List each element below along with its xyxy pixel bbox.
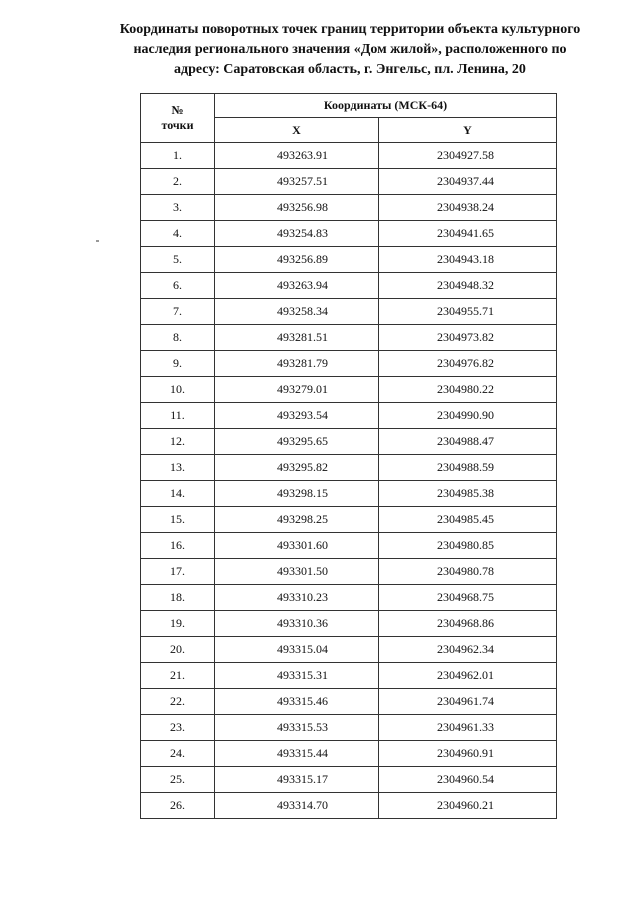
x-coordinate-cell: 493293.54 — [215, 403, 379, 429]
table-row — [141, 663, 557, 689]
point-number-cell: 13. — [141, 455, 215, 481]
x-coordinate-cell: 493263.91 — [215, 143, 379, 169]
point-number-cell: 18. — [141, 585, 215, 611]
point-number-cell: 16. — [141, 533, 215, 559]
y-coordinate-cell: 2304961.74 — [379, 689, 557, 715]
y-coordinate-cell: 2304988.59 — [379, 455, 557, 481]
x-coordinate-cell: 493301.50 — [215, 559, 379, 585]
y-coordinate-cell: 2304941.65 — [379, 221, 557, 247]
point-number-cell: 10. — [141, 377, 215, 403]
y-coordinate-cell: 2304960.91 — [379, 741, 557, 767]
point-number-cell: 19. — [141, 611, 215, 637]
y-coordinate-cell: 2304943.18 — [379, 247, 557, 273]
header-point-number — [141, 94, 215, 143]
y-coordinate-cell: 2304980.22 — [379, 377, 557, 403]
table-row — [141, 611, 557, 637]
table-row — [141, 507, 557, 533]
x-coordinate-cell: 493315.17 — [215, 767, 379, 793]
point-number-cell: 8. — [141, 325, 215, 351]
point-number-cell: 5. — [141, 247, 215, 273]
table-row — [141, 169, 557, 195]
y-coordinate-cell: 2304961.33 — [379, 715, 557, 741]
table-row — [141, 325, 557, 351]
point-number-cell: 21. — [141, 663, 215, 689]
x-coordinate-cell: 493257.51 — [215, 169, 379, 195]
x-coordinate-cell: 493298.15 — [215, 481, 379, 507]
y-coordinate-cell: 2304962.34 — [379, 637, 557, 663]
table-row — [141, 273, 557, 299]
title-line: Координаты поворотных точек границ территории объекта культурного — [119, 22, 581, 37]
y-coordinate-cell: 2304960.21 — [379, 793, 557, 819]
point-number-cell: 4. — [141, 221, 215, 247]
y-coordinate-cell: 2304976.82 — [379, 351, 557, 377]
table-row — [141, 429, 557, 455]
x-coordinate-cell: 493315.04 — [215, 637, 379, 663]
x-coordinate-cell: 493315.46 — [215, 689, 379, 715]
title-line: наследия регионального значения «Дом жилой», расположенного по — [133, 42, 567, 57]
table-row — [141, 637, 557, 663]
header-point-label: точки — [161, 118, 194, 132]
title-line: адресу: Саратовская область, г. Энгельс, пл. Ленина, 20 — [174, 62, 526, 77]
header-x: X — [215, 118, 379, 143]
x-coordinate-cell: 493295.82 — [215, 455, 379, 481]
table-row — [141, 377, 557, 403]
point-number-cell: 26. — [141, 793, 215, 819]
table-row — [141, 767, 557, 793]
point-number-cell: 15. — [141, 507, 215, 533]
x-coordinate-cell: 493315.31 — [215, 663, 379, 689]
point-number-cell: 11. — [141, 403, 215, 429]
header-number-sign: № — [171, 103, 184, 117]
y-coordinate-cell: 2304988.47 — [379, 429, 557, 455]
table-row — [141, 403, 557, 429]
x-coordinate-cell: 493310.36 — [215, 611, 379, 637]
y-coordinate-cell: 2304985.45 — [379, 507, 557, 533]
y-coordinate-cell: 2304985.38 — [379, 481, 557, 507]
point-number-cell: 3. — [141, 195, 215, 221]
y-coordinate-cell: 2304927.58 — [379, 143, 557, 169]
x-coordinate-cell: 493263.94 — [215, 273, 379, 299]
y-coordinate-cell: 2304973.82 — [379, 325, 557, 351]
point-number-cell: 7. — [141, 299, 215, 325]
table-row — [141, 585, 557, 611]
x-coordinate-cell: 493295.65 — [215, 429, 379, 455]
x-coordinate-cell: 493298.25 — [215, 507, 379, 533]
x-coordinate-cell: 493310.23 — [215, 585, 379, 611]
y-coordinate-cell: 2304962.01 — [379, 663, 557, 689]
point-number-cell: 24. — [141, 741, 215, 767]
table-row — [141, 689, 557, 715]
table-row — [141, 559, 557, 585]
table-body — [141, 143, 557, 819]
x-coordinate-cell: 493256.98 — [215, 195, 379, 221]
x-coordinate-cell: 493315.44 — [215, 741, 379, 767]
y-coordinate-cell: 2304948.32 — [379, 273, 557, 299]
table-row — [141, 793, 557, 819]
y-coordinate-cell: 2304960.54 — [379, 767, 557, 793]
x-coordinate-cell: 493315.53 — [215, 715, 379, 741]
coordinates-table — [140, 93, 557, 819]
point-number-cell: 2. — [141, 169, 215, 195]
header-coordinates: Координаты (МСК-64) — [215, 94, 557, 118]
x-coordinate-cell: 493281.79 — [215, 351, 379, 377]
point-number-cell: 9. — [141, 351, 215, 377]
y-coordinate-cell: 2304955.71 — [379, 299, 557, 325]
x-coordinate-cell: 493281.51 — [215, 325, 379, 351]
y-coordinate-cell: 2304968.75 — [379, 585, 557, 611]
point-number-cell: 23. — [141, 715, 215, 741]
point-number-cell: 25. — [141, 767, 215, 793]
y-coordinate-cell: 2304937.44 — [379, 169, 557, 195]
y-coordinate-cell: 2304980.78 — [379, 559, 557, 585]
y-coordinate-cell: 2304938.24 — [379, 195, 557, 221]
y-coordinate-cell: 2304968.86 — [379, 611, 557, 637]
document-title — [80, 20, 620, 80]
table-row — [141, 351, 557, 377]
point-number-cell: 6. — [141, 273, 215, 299]
point-number-cell: 22. — [141, 689, 215, 715]
x-coordinate-cell: 493314.70 — [215, 793, 379, 819]
table-row — [141, 143, 557, 169]
header-y: Y — [379, 118, 557, 143]
x-coordinate-cell: 493256.89 — [215, 247, 379, 273]
table-row — [141, 247, 557, 273]
scan-speck — [96, 240, 99, 242]
table-row — [141, 715, 557, 741]
table-row — [141, 195, 557, 221]
x-coordinate-cell: 493254.83 — [215, 221, 379, 247]
table-row — [141, 455, 557, 481]
point-number-cell: 14. — [141, 481, 215, 507]
table-row — [141, 299, 557, 325]
table-row — [141, 741, 557, 767]
x-coordinate-cell: 493279.01 — [215, 377, 379, 403]
point-number-cell: 12. — [141, 429, 215, 455]
table-row — [141, 481, 557, 507]
point-number-cell: 1. — [141, 143, 215, 169]
table-row — [141, 221, 557, 247]
x-coordinate-cell: 493258.34 — [215, 299, 379, 325]
point-number-cell: 20. — [141, 637, 215, 663]
y-coordinate-cell: 2304990.90 — [379, 403, 557, 429]
point-number-cell: 17. — [141, 559, 215, 585]
table-row — [141, 533, 557, 559]
x-coordinate-cell: 493301.60 — [215, 533, 379, 559]
y-coordinate-cell: 2304980.85 — [379, 533, 557, 559]
